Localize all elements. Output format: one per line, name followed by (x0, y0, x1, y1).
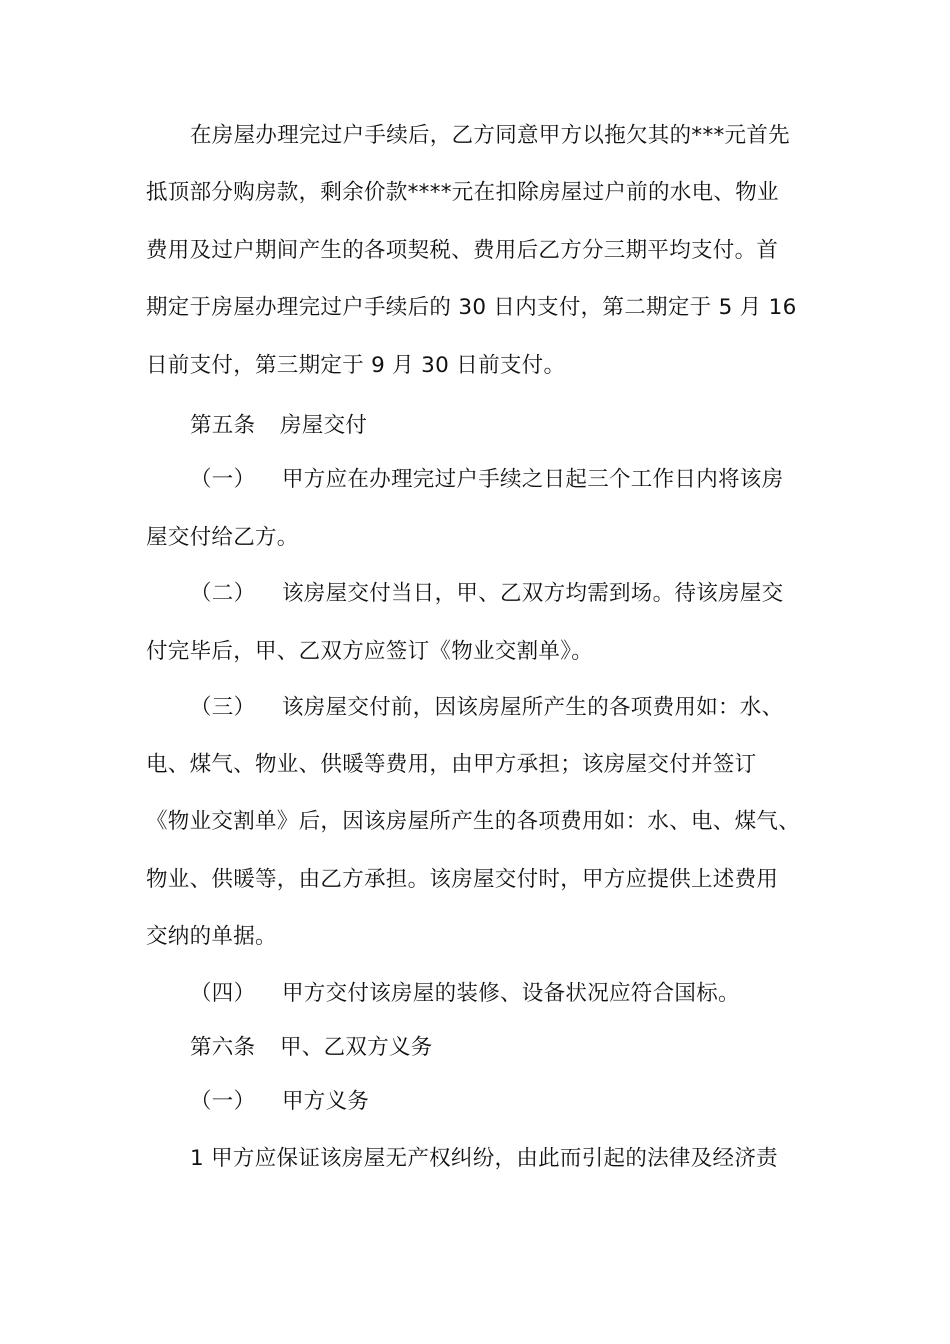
article-title: 甲、乙双方义务 (280, 1035, 433, 1060)
paragraph-line: 1 甲方应保证该房屋无产权纠纷，由此而引起的法律及经济责 (190, 1146, 778, 1171)
item-text: 该房屋交付前，因该房屋所产生的各项费用如：水、 (282, 695, 784, 720)
list-item-marker-line (0, 688, 950, 728)
article-6-heading (0, 1028, 950, 1068)
paragraph-line: 抵顶部分购房款，剩余价款****元在扣除房屋过户前的水电、物业 (146, 180, 779, 205)
paragraph-line: 物业、供暖等，由乙方承担。该房屋交付时，甲方应提供上述费用 (146, 867, 779, 892)
article-number: 第六条 (190, 1035, 256, 1060)
paragraph-line: 屋交付给乙方。 (146, 525, 299, 550)
paragraph-line: 期定于房屋办理完过户手续后的 30 日内支付，第二期定于 5 月 16 (146, 295, 797, 320)
item-marker: （一） (190, 467, 256, 492)
article-5-heading (0, 406, 950, 446)
item-marker: （二） (190, 581, 256, 606)
list-item-marker-line (0, 974, 950, 1014)
sub-heading-title: 甲方义务 (282, 1089, 370, 1114)
sub-heading (0, 1082, 950, 1122)
item-text: 甲方应在办理完过户手续之日起三个工作日内将该房 (282, 467, 784, 492)
paragraph-line: 《物业交割单》后，因该房屋所产生的各项费用如：水、电、煤气、 (146, 809, 801, 834)
paragraph-line: 在房屋办理完过户手续后，乙方同意甲方以拖欠其的***元首先 (190, 123, 790, 148)
paragraph-line: 交纳的单据。 (146, 924, 277, 949)
paragraph-line: 电、煤气、物业、供暖等费用，由甲方承担；该房屋交付并签订 (146, 752, 757, 777)
item-text: 甲方交付该房屋的装修、设备状况应符合国标。 (282, 981, 740, 1006)
list-item-marker-line (0, 574, 950, 614)
item-marker: （一） (190, 1089, 256, 1114)
paragraph-line: 日前支付，第三期定于 9 月 30 日前支付。 (146, 353, 566, 378)
item-marker: （三） (190, 695, 256, 720)
item-marker: （四） (190, 981, 256, 1006)
article-number: 第五条 (190, 413, 256, 438)
list-item-marker-line (0, 460, 950, 500)
article-title: 房屋交付 (280, 413, 368, 438)
item-text: 该房屋交付当日，甲、乙双方均需到场。待该房屋交 (282, 581, 784, 606)
paragraph-line: 付完毕后，甲、乙双方应签订《物业交割单》。 (146, 639, 594, 664)
paragraph-line: 费用及过户期间产生的各项契税、费用后乙方分三期平均支付。首 (146, 238, 779, 263)
